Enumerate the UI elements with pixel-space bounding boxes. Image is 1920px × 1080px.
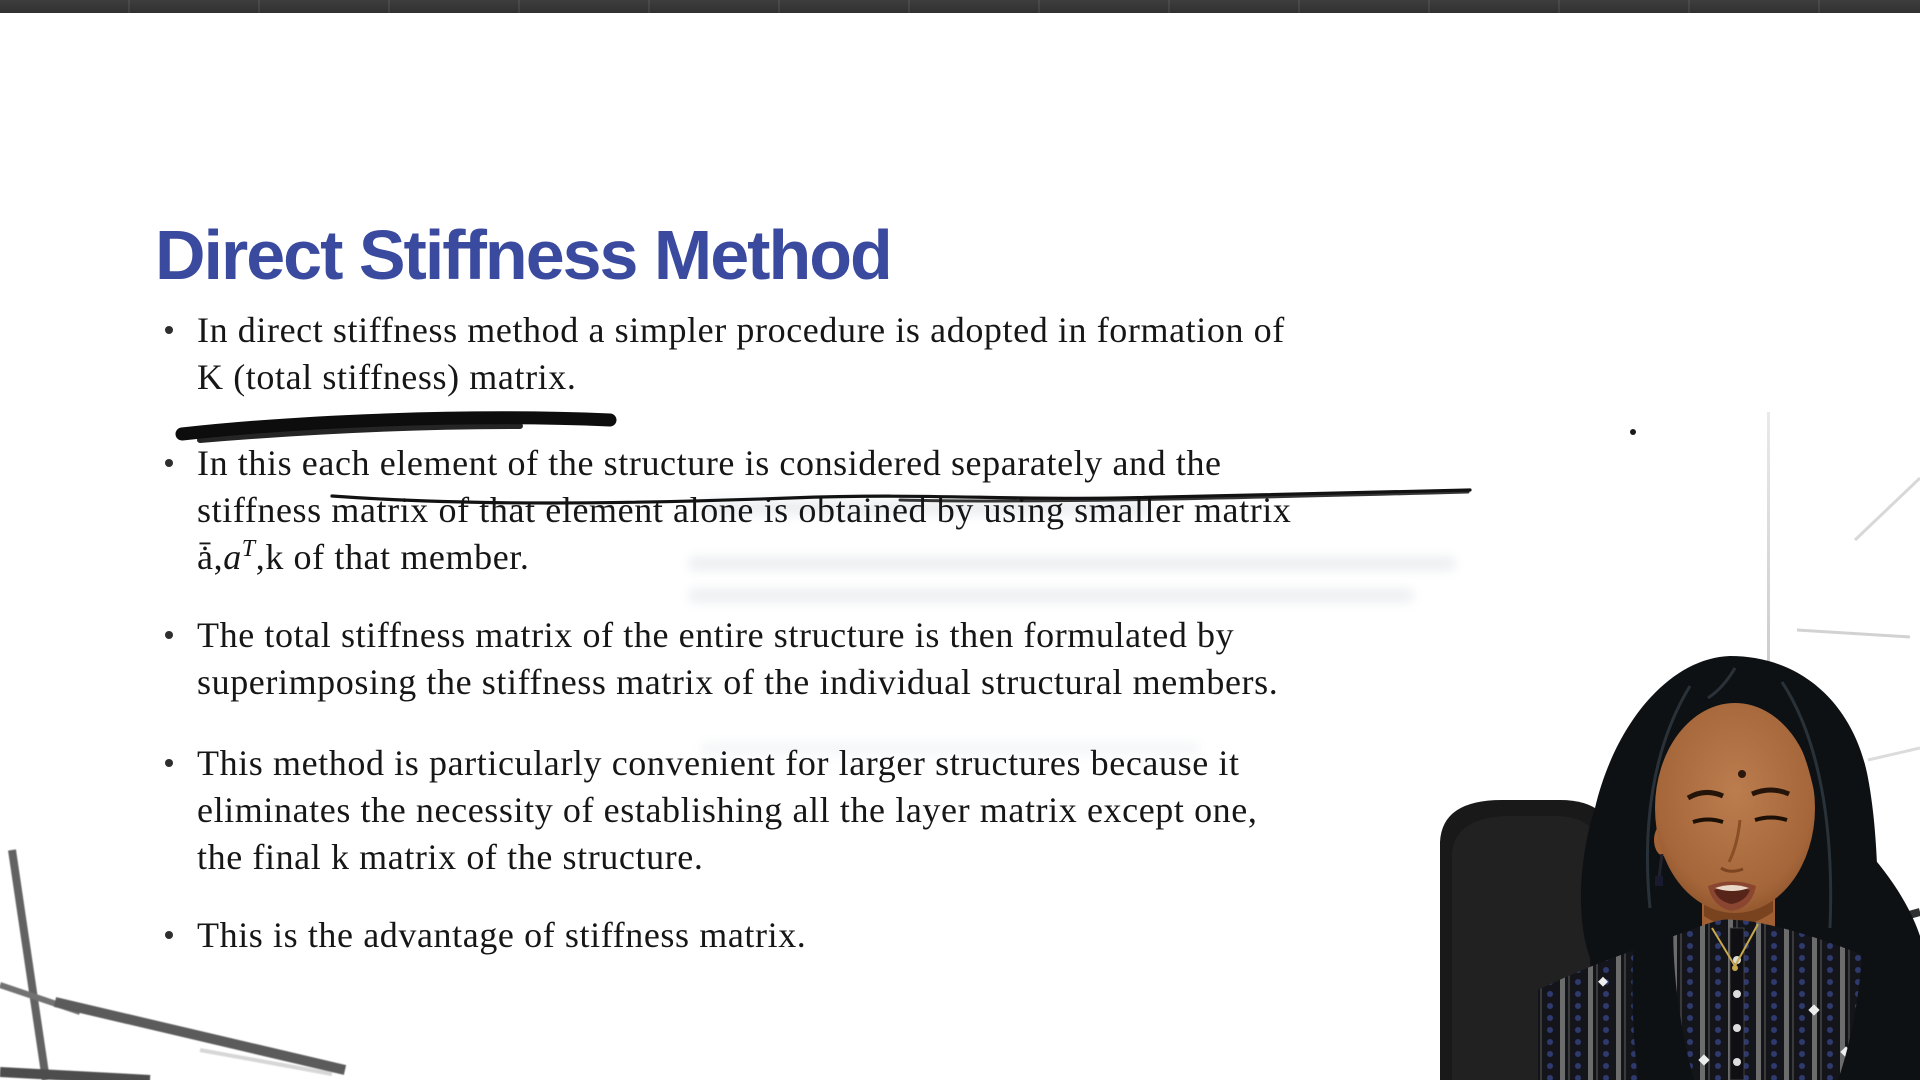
bullet-text-line: This is the advantage of stiffness matrix. [197,915,807,955]
bullet-dot [165,759,173,767]
bullet-text-line: K (total stiffness) matrix. [197,357,577,397]
bottom-left-beams [0,850,345,1080]
math-superscript-T: T [241,536,256,562]
bullet-text-line: stiffness matrix of that element alone is obtained by using smaller matrix [197,490,1292,530]
math-abar: ǡ, [197,537,224,577]
bullet-text-line: In direct stiffness method a simpler procedure is adopted in formation of [197,310,1285,350]
bullet-text-line: superimposing the stiffness matrix of the individual structural members. [197,662,1279,702]
bullet-item-5 [197,912,806,959]
pendant [1732,965,1738,971]
bindi [1738,770,1746,778]
math-rest: ,k of that member. [255,537,530,577]
bullet-text-line: eliminates the necessity of establishing all the layer matrix except one, [197,790,1258,830]
math-a: a [223,537,242,577]
bullet-text-line: The total stiffness matrix of the entire structure is then formulated by [197,615,1235,655]
bullet-text-line: In this each element of the structure is considered separately and the [197,443,1222,483]
bullet-item-2 [197,440,1292,581]
bullet-item-1 [197,307,1285,401]
bullet-math-line [197,534,1292,581]
bullet-text-line: the final k matrix of the structure. [197,837,704,877]
presenter-webcam [1390,628,1920,1080]
bullet-dot [165,326,173,334]
bullet-item-4 [197,740,1257,881]
bullet-dot [165,631,173,639]
video-top-bar [0,0,1920,13]
presenter-face [1655,703,1815,913]
bullet-item-3 [197,612,1278,706]
bullet-dot [165,459,173,467]
ghost-text-line [688,588,1414,603]
button-placket [1730,928,1744,1080]
slide-title: Direct Stiffness Method [155,215,891,294]
bullet-dot [165,931,173,939]
bullet-text-line: This method is particularly convenient for larger structures because it [197,743,1240,783]
